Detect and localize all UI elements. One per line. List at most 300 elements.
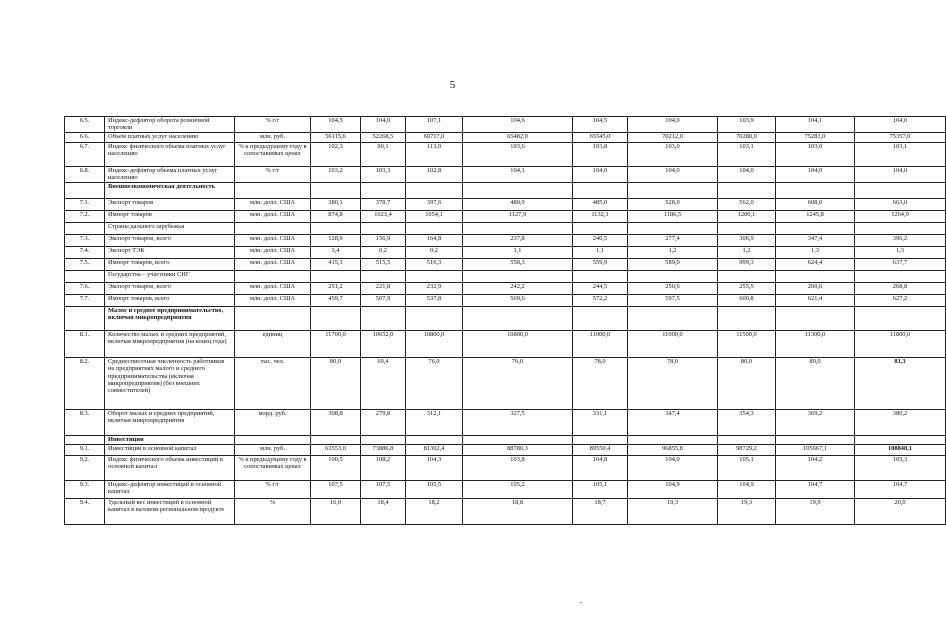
value-cell: 128,9 xyxy=(311,235,361,247)
indicator-name: Экспорт товаров xyxy=(105,199,235,211)
value-cell: 378,7 xyxy=(361,199,406,211)
value-cell: 105,1 xyxy=(573,481,628,499)
value-cell: 10800,0 xyxy=(406,331,463,358)
value-cell: 396,2 xyxy=(855,235,946,247)
value-cell: 260,6 xyxy=(776,283,855,295)
value-cell xyxy=(463,183,573,199)
value-cell xyxy=(628,183,718,199)
row-code: 8.3. xyxy=(65,410,105,436)
value-cell xyxy=(855,271,946,283)
value-cell xyxy=(628,223,718,235)
value-cell: 73886,8 xyxy=(361,445,406,456)
scan-mark xyxy=(580,602,582,603)
value-cell: 19,3 xyxy=(718,499,776,525)
value-cell xyxy=(628,307,718,331)
value-cell: 480,0 xyxy=(463,199,573,211)
value-cell: 10652,0 xyxy=(361,331,406,358)
value-cell: 96855,8 xyxy=(628,445,718,456)
value-cell: 104,2 xyxy=(776,456,855,481)
value-cell: 279,8 xyxy=(361,410,406,436)
value-cell: 621,4 xyxy=(776,295,855,307)
row-code: 6.7. xyxy=(65,143,105,167)
unit-of-measure: единиц xyxy=(235,331,311,358)
page-number: 5 xyxy=(449,79,456,91)
value-cell xyxy=(573,436,628,445)
value-cell: 397,6 xyxy=(406,199,463,211)
value-cell: 244,5 xyxy=(573,283,628,295)
row-code: 7.7. xyxy=(65,295,105,307)
value-cell xyxy=(311,223,361,235)
value-cell: 1,1 xyxy=(463,247,573,259)
value-cell: 369,2 xyxy=(776,410,855,436)
value-cell: 88780,3 xyxy=(463,445,573,456)
value-cell: 56115,6 xyxy=(311,133,361,143)
indicator-name: Среднесписочная численность работников на предприятиях малого и среднего предпринимательства (включая микропредприятия) (без внешних совместителей) xyxy=(105,358,235,410)
value-cell: 1023,4 xyxy=(361,211,406,223)
value-cell: 104,5 xyxy=(573,117,628,133)
indicator-name: Индекс физического объема платных услуг населению xyxy=(105,143,235,167)
row-code: 9.2. xyxy=(65,456,105,481)
row-code: 8.2. xyxy=(65,358,105,410)
indicators-table xyxy=(64,116,946,525)
value-cell: 1245,8 xyxy=(776,211,855,223)
row-code xyxy=(65,436,105,445)
value-cell: 65482,0 xyxy=(463,133,573,143)
row-code xyxy=(65,183,105,199)
value-cell: 237,8 xyxy=(463,235,573,247)
value-cell: 18,7 xyxy=(573,499,628,525)
value-cell: 516,3 xyxy=(406,259,463,271)
unit-of-measure: млн. долл. США xyxy=(235,295,311,307)
unit-of-measure: % xyxy=(235,499,311,525)
table-row xyxy=(65,499,946,525)
value-cell: 18,2 xyxy=(406,499,463,525)
value-cell: 103,8 xyxy=(573,143,628,167)
table-body xyxy=(65,117,946,525)
unit-of-measure: % к предыдущему году в сопоставимых ценах xyxy=(235,143,311,167)
value-cell: 70212,0 xyxy=(628,133,718,143)
unit-of-measure: % г/г xyxy=(235,117,311,133)
section-header-row xyxy=(65,223,946,235)
value-cell: 221,8 xyxy=(361,283,406,295)
value-cell: 597,5 xyxy=(628,295,718,307)
value-cell xyxy=(406,183,463,199)
value-cell: 1127,9 xyxy=(463,211,573,223)
section-header-row xyxy=(65,271,946,283)
value-cell: 52268,5 xyxy=(361,133,406,143)
unit-of-measure: млн. долл. США xyxy=(235,199,311,211)
table-row xyxy=(65,235,946,247)
value-cell: 75283,0 xyxy=(776,133,855,143)
value-cell: 1,3 xyxy=(855,247,946,259)
value-cell: 1,3 xyxy=(776,247,855,259)
unit-of-measure xyxy=(235,223,311,235)
value-cell: 608,0 xyxy=(776,199,855,211)
row-code xyxy=(65,223,105,235)
value-cell: 16,0 xyxy=(311,499,361,525)
value-cell: 104,7 xyxy=(776,481,855,499)
value-cell: 663,0 xyxy=(855,199,946,211)
value-cell: 11300,0 xyxy=(776,331,855,358)
row-code: 7.1. xyxy=(65,199,105,211)
value-cell xyxy=(311,183,361,199)
value-cell: 103,1 xyxy=(718,143,776,167)
value-cell: 1132,1 xyxy=(573,211,628,223)
value-cell xyxy=(406,271,463,283)
value-cell: 90,1 xyxy=(361,143,406,167)
value-cell: 105,1 xyxy=(718,456,776,481)
value-cell: 380,2 xyxy=(855,410,946,436)
value-cell: 589,0 xyxy=(628,259,718,271)
row-code: 9.1. xyxy=(65,445,105,456)
value-cell xyxy=(406,223,463,235)
value-cell: 251,2 xyxy=(311,283,361,295)
value-cell: 103,6 xyxy=(463,143,573,167)
value-cell: 69,4 xyxy=(361,358,406,410)
value-cell xyxy=(573,307,628,331)
value-cell: 11500,0 xyxy=(718,331,776,358)
indicator-name: Индекс-дефлятор оборота розничной торговли xyxy=(105,117,235,133)
value-cell xyxy=(361,183,406,199)
value-cell: 0,2 xyxy=(406,247,463,259)
value-cell: 103,0 xyxy=(776,143,855,167)
value-cell: 108,2 xyxy=(361,456,406,481)
value-cell: 242,2 xyxy=(463,283,573,295)
value-cell: 558,3 xyxy=(463,259,573,271)
value-cell: 103,1 xyxy=(855,143,946,167)
indicator-name: Инвестиции xyxy=(105,436,235,445)
value-cell: 255,5 xyxy=(718,283,776,295)
value-cell: 559,9 xyxy=(573,259,628,271)
value-cell: 105667,1 xyxy=(776,445,855,456)
value-cell xyxy=(776,223,855,235)
indicator-name: Государства – участники СНГ xyxy=(105,271,235,283)
value-cell xyxy=(406,436,463,445)
value-cell: 156,9 xyxy=(361,235,406,247)
value-cell: 65545,0 xyxy=(573,133,628,143)
value-cell: 20,0 xyxy=(855,499,946,525)
value-cell: 19,9 xyxy=(776,499,855,525)
value-cell xyxy=(776,436,855,445)
row-code: 8.1. xyxy=(65,331,105,358)
indicator-name: Удельный вес инвестиций в основной капитал в валовом региональном продукте xyxy=(105,499,235,525)
value-cell xyxy=(463,307,573,331)
value-cell: 103,9 xyxy=(718,117,776,133)
value-cell: 11800,0 xyxy=(855,331,946,358)
table-row xyxy=(65,445,946,456)
value-cell: 415,1 xyxy=(311,259,361,271)
table-row xyxy=(65,456,946,481)
value-cell xyxy=(406,307,463,331)
value-cell: 11700,0 xyxy=(311,331,361,358)
value-cell: 107,1 xyxy=(406,117,463,133)
value-cell: 104,5 xyxy=(311,117,361,133)
value-cell xyxy=(361,223,406,235)
value-cell xyxy=(855,223,946,235)
value-cell xyxy=(718,223,776,235)
value-cell: 76,0 xyxy=(406,358,463,410)
table-row xyxy=(65,247,946,259)
value-cell: 104,6 xyxy=(463,117,573,133)
value-cell: 104,0 xyxy=(776,167,855,183)
table-row xyxy=(65,295,946,307)
indicator-name: Страны дальнего зарубежья xyxy=(105,223,235,235)
value-cell: 277,4 xyxy=(628,235,718,247)
value-cell: 11000,0 xyxy=(628,331,718,358)
value-cell xyxy=(718,271,776,283)
value-cell xyxy=(855,183,946,199)
value-cell xyxy=(573,223,628,235)
value-cell: 76,0 xyxy=(463,358,573,410)
unit-of-measure: % г/г xyxy=(235,167,311,183)
value-cell xyxy=(463,223,573,235)
indicator-name: Экспорт товаров, всего xyxy=(105,283,235,295)
row-code xyxy=(65,271,105,283)
value-cell: 105,5 xyxy=(406,481,463,499)
indicator-name: Импорт товаров, всего xyxy=(105,259,235,271)
unit-of-measure: млн. руб. xyxy=(235,445,311,456)
unit-of-measure xyxy=(235,183,311,199)
value-cell xyxy=(463,271,573,283)
row-code: 7.3. xyxy=(65,235,105,247)
value-cell: 78,0 xyxy=(573,358,628,410)
value-cell: 105,2 xyxy=(463,481,573,499)
value-cell: 104,0 xyxy=(361,117,406,133)
table-row xyxy=(65,143,946,167)
value-cell: 347,4 xyxy=(776,235,855,247)
value-cell: 1264,9 xyxy=(855,211,946,223)
value-cell: 874,8 xyxy=(311,211,361,223)
value-cell: 569,6 xyxy=(463,295,573,307)
indicator-name: Индекс-дефлятор инвестиций в основной капитал xyxy=(105,481,235,499)
section-header-row xyxy=(65,436,946,445)
indicator-name: Импорт товаров xyxy=(105,211,235,223)
value-cell: 102,8 xyxy=(406,167,463,183)
value-cell: 104,3 xyxy=(406,456,463,481)
value-cell: 98729,2 xyxy=(718,445,776,456)
row-code: 6.6. xyxy=(65,133,105,143)
value-cell: 104,1 xyxy=(463,167,573,183)
value-cell: 459,7 xyxy=(311,295,361,307)
unit-of-measure: % к предыдущему году в сопоставимых ценах xyxy=(235,456,311,481)
value-cell xyxy=(855,307,946,331)
value-cell: 507,9 xyxy=(361,295,406,307)
section-header-row xyxy=(65,183,946,199)
unit-of-measure: млн. долл. США xyxy=(235,283,311,295)
value-cell: 312,1 xyxy=(406,410,463,436)
value-cell: 104,1 xyxy=(776,117,855,133)
value-cell xyxy=(718,183,776,199)
value-cell xyxy=(361,307,406,331)
unit-of-measure: млн. долл. США xyxy=(235,235,311,247)
indicator-name: Экспорт товаров, всего xyxy=(105,235,235,247)
value-cell: 80,0 xyxy=(311,358,361,410)
value-cell: 78,0 xyxy=(628,358,718,410)
value-cell: 18,8 xyxy=(463,499,573,525)
value-cell: 81,3 xyxy=(855,358,946,410)
value-cell: 999,3 xyxy=(718,259,776,271)
value-cell: 104,7 xyxy=(855,481,946,499)
value-cell: 102,3 xyxy=(311,143,361,167)
unit-of-measure: млн. долл. США xyxy=(235,247,311,259)
indicator-name: Малое и среднее предпринимательство, включая микропредприятия xyxy=(105,307,235,331)
row-code: 7.4. xyxy=(65,247,105,259)
unit-of-measure: тыс. чел. xyxy=(235,358,311,410)
value-cell: 104,8 xyxy=(573,456,628,481)
value-cell: 485,0 xyxy=(573,199,628,211)
value-cell: 104,0 xyxy=(628,117,718,133)
unit-of-measure: млн. долл. США xyxy=(235,211,311,223)
value-cell: 80,0 xyxy=(776,358,855,410)
value-cell: 1054,1 xyxy=(406,211,463,223)
indicator-name: Инвестиции в основной капитал xyxy=(105,445,235,456)
value-cell: 70280,0 xyxy=(718,133,776,143)
value-cell: 515,5 xyxy=(361,259,406,271)
unit-of-measure: % г/г xyxy=(235,481,311,499)
value-cell: 105,3 xyxy=(855,456,946,481)
value-cell: 528,0 xyxy=(628,199,718,211)
value-cell xyxy=(776,307,855,331)
value-cell: 104,0 xyxy=(718,167,776,183)
value-cell: 103,0 xyxy=(628,143,718,167)
value-cell xyxy=(718,307,776,331)
value-cell: 60717,0 xyxy=(406,133,463,143)
value-cell: 104,0 xyxy=(855,117,946,133)
table-row xyxy=(65,133,946,143)
value-cell: 240,5 xyxy=(573,235,628,247)
table-row xyxy=(65,259,946,271)
value-cell: 104,9 xyxy=(628,481,718,499)
table-row xyxy=(65,481,946,499)
value-cell: 268,8 xyxy=(855,283,946,295)
value-cell: 354,3 xyxy=(718,410,776,436)
table-row xyxy=(65,211,946,223)
value-cell xyxy=(361,436,406,445)
value-cell xyxy=(776,183,855,199)
indicator-name: Оборот малых и средних предприятий, включая микропредприятия xyxy=(105,410,235,436)
value-cell xyxy=(628,436,718,445)
value-cell: 75357,0 xyxy=(855,133,946,143)
unit-of-measure: млн. руб. xyxy=(235,133,311,143)
value-cell: 18,4 xyxy=(361,499,406,525)
value-cell: 104,0 xyxy=(573,167,628,183)
value-cell: 164,8 xyxy=(406,235,463,247)
value-cell: 3,4 xyxy=(311,247,361,259)
value-cell: 1,2 xyxy=(628,247,718,259)
value-cell xyxy=(855,436,946,445)
value-cell: 327,5 xyxy=(463,410,573,436)
value-cell: 104,0 xyxy=(855,167,946,183)
value-cell: 1200,1 xyxy=(718,211,776,223)
row-code: 7.5. xyxy=(65,259,105,271)
value-cell: 637,7 xyxy=(855,259,946,271)
value-cell: 80,0 xyxy=(718,358,776,410)
value-cell: 113,0 xyxy=(406,143,463,167)
value-cell: 0,2 xyxy=(361,247,406,259)
indicator-name: Индекс физического объема инвестиций в основной капитал xyxy=(105,456,235,481)
value-cell: 103,3 xyxy=(361,167,406,183)
value-cell: 600,8 xyxy=(718,295,776,307)
value-cell: 104,0 xyxy=(628,456,718,481)
value-cell xyxy=(776,271,855,283)
value-cell: 19,3 xyxy=(628,499,718,525)
table-row xyxy=(65,167,946,183)
value-cell: 107,5 xyxy=(311,481,361,499)
unit-of-measure xyxy=(235,436,311,445)
row-code: 9.3. xyxy=(65,481,105,499)
unit-of-measure: млн. долл. США xyxy=(235,259,311,271)
value-cell: 250,6 xyxy=(628,283,718,295)
value-cell: 103,8 xyxy=(463,456,573,481)
value-cell: 104,9 xyxy=(718,481,776,499)
row-code: 6.5. xyxy=(65,117,105,133)
indicator-name: Количество малых и средних предприятий, включая микропредприятия (на конец года) xyxy=(105,331,235,358)
row-code xyxy=(65,307,105,331)
row-code: 7.2. xyxy=(65,211,105,223)
value-cell xyxy=(573,183,628,199)
table-row xyxy=(65,117,946,133)
table-row xyxy=(65,358,946,410)
unit-of-measure xyxy=(235,307,311,331)
value-cell: 1,1 xyxy=(573,247,628,259)
indicator-name: Импорт товаров, всего xyxy=(105,295,235,307)
value-cell: 10800,0 xyxy=(463,331,573,358)
value-cell: 562,0 xyxy=(718,199,776,211)
value-cell: 63553,0 xyxy=(311,445,361,456)
value-cell xyxy=(311,436,361,445)
row-code: 7.6. xyxy=(65,283,105,295)
value-cell: 100,5 xyxy=(311,456,361,481)
value-cell: 627,2 xyxy=(855,295,946,307)
value-cell xyxy=(311,307,361,331)
value-cell: 89550,4 xyxy=(573,445,628,456)
value-cell: 81302,4 xyxy=(406,445,463,456)
value-cell: 572,2 xyxy=(573,295,628,307)
value-cell xyxy=(573,271,628,283)
indicator-name: Экспорт ТЭК xyxy=(105,247,235,259)
value-cell: 232,9 xyxy=(406,283,463,295)
value-cell: 380,1 xyxy=(311,199,361,211)
unit-of-measure: млрд. руб. xyxy=(235,410,311,436)
value-cell: 104,0 xyxy=(628,167,718,183)
indicator-name: Внешнеэкономическая деятельность xyxy=(105,183,235,199)
value-cell xyxy=(311,271,361,283)
value-cell xyxy=(628,271,718,283)
value-cell: 624,4 xyxy=(776,259,855,271)
value-cell: 108848,1 xyxy=(855,445,946,456)
value-cell: 537,8 xyxy=(406,295,463,307)
value-cell: 347,4 xyxy=(628,410,718,436)
value-cell xyxy=(463,436,573,445)
value-cell: 11000,0 xyxy=(573,331,628,358)
value-cell xyxy=(361,271,406,283)
row-code: 6.8. xyxy=(65,167,105,183)
value-cell: 103,2 xyxy=(311,167,361,183)
section-header-row xyxy=(65,307,946,331)
value-cell xyxy=(718,436,776,445)
value-cell: 1,2 xyxy=(718,247,776,259)
value-cell: 331,1 xyxy=(573,410,628,436)
table-row xyxy=(65,410,946,436)
value-cell: 1186,5 xyxy=(628,211,718,223)
value-cell: 306,9 xyxy=(718,235,776,247)
table-row xyxy=(65,283,946,295)
indicator-name: Индекс-дефлятор объема платных услуг населению xyxy=(105,167,235,183)
table-row xyxy=(65,331,946,358)
row-code: 9.4. xyxy=(65,499,105,525)
value-cell: 308,8 xyxy=(311,410,361,436)
value-cell: 107,5 xyxy=(361,481,406,499)
